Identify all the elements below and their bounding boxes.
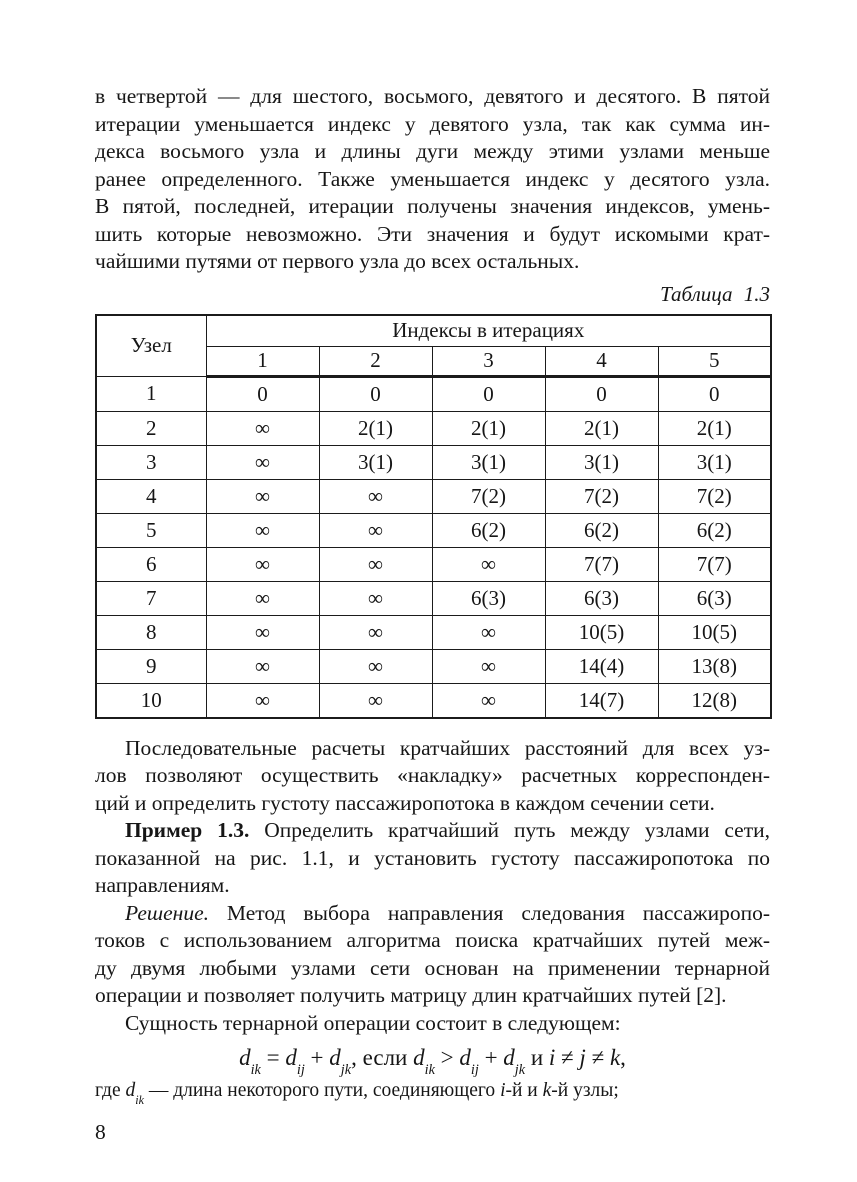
column-header-iteration: 3 [432, 346, 545, 376]
value-cell: ∞ [206, 445, 319, 479]
value-cell: 12(8) [658, 683, 771, 718]
table-row [96, 547, 771, 581]
table-row [96, 581, 771, 615]
text-line: в четвертой — для шестого, восьмого, девятого и десятого. В пятой [95, 84, 770, 108]
column-header-group: Индексы в итерациях [206, 315, 771, 347]
node-cell: 4 [96, 479, 206, 513]
value-cell: 6(3) [432, 581, 545, 615]
text-line: декса восьмого узла и длины дуги между этими узлами меньше [95, 139, 770, 163]
value-cell: 6(2) [545, 513, 658, 547]
text-span: -й и [505, 1080, 543, 1101]
value-cell: 0 [319, 376, 432, 411]
value-cell: ∞ [319, 649, 432, 683]
text-line: итерации уменьшается индекс у девятого узла, так как сумма ин- [95, 111, 770, 136]
formula-token: k [542, 1080, 552, 1101]
text-line [95, 900, 770, 928]
value-cell: ∞ [206, 411, 319, 445]
formula-subscript: jk [514, 1061, 526, 1078]
formula-token: d [285, 1045, 297, 1070]
table-header-row [96, 315, 771, 347]
value-cell: 6(2) [432, 513, 545, 547]
para-ternary-intro: Сущность тернарной операции состоит в следующем: [125, 1010, 621, 1035]
value-cell: 13(8) [658, 649, 771, 683]
para-solution [95, 900, 770, 1010]
formula-token: ≠ [555, 1045, 580, 1070]
column-header-iteration: 4 [545, 346, 658, 376]
text-line: Последовательные расчеты кратчайших расстояний для всех уз- [125, 735, 770, 760]
formula-token: i [548, 1045, 556, 1070]
table-row [96, 411, 771, 445]
value-cell: ∞ [319, 683, 432, 718]
value-cell: 7(2) [432, 479, 545, 513]
value-cell: 3(1) [432, 445, 545, 479]
table-row [96, 615, 771, 649]
node-cell: 10 [96, 683, 206, 718]
para-example-1-3 [95, 817, 770, 900]
value-cell: 10(5) [658, 615, 771, 649]
value-cell: 2(1) [319, 411, 432, 445]
table-row [96, 445, 771, 479]
value-cell: ∞ [319, 615, 432, 649]
value-cell: ∞ [206, 683, 319, 718]
node-cell: 6 [96, 547, 206, 581]
text-line: ций и определить густоту пассажиропотока в каждом сечении сети. [95, 790, 715, 815]
column-header-node: Узел [96, 315, 206, 377]
formula-token: и [525, 1045, 549, 1070]
table-row [96, 376, 771, 411]
value-cell: 2(1) [432, 411, 545, 445]
value-cell: ∞ [319, 513, 432, 547]
formula-token: d [459, 1045, 471, 1070]
value-cell: 7(7) [658, 547, 771, 581]
value-cell: 14(7) [545, 683, 658, 718]
value-cell: 7(2) [658, 479, 771, 513]
value-cell: ∞ [319, 479, 432, 513]
node-cell: 1 [96, 376, 206, 411]
value-cell: 7(2) [545, 479, 658, 513]
text-line: ранее определенного. Также уменьшается индекс у десятого узла. [95, 166, 770, 191]
text-line: лов позволяют осуществить «накладку» расчетных корреспонден- [95, 763, 770, 787]
table-row [96, 479, 771, 513]
value-cell: 0 [206, 376, 319, 411]
value-cell: ∞ [432, 683, 545, 718]
formula-token: d [413, 1045, 425, 1070]
value-cell: 6(2) [658, 513, 771, 547]
formula-token: = [260, 1045, 286, 1070]
example-label: Пример 1.3. [125, 818, 250, 842]
value-cell: 10(5) [545, 615, 658, 649]
text-line: токов с использованием алгоритма поиска кратчайших путей меж- [95, 928, 770, 952]
formula-token: , если [351, 1045, 414, 1070]
text-line [95, 817, 770, 845]
table-row [96, 683, 771, 718]
value-cell: ∞ [206, 547, 319, 581]
value-cell: 0 [545, 376, 658, 411]
text-span: Определить кратчайший путь между узлами сети, [249, 818, 770, 842]
node-cell: 3 [96, 445, 206, 479]
text-span: -й узлы; [551, 1080, 619, 1101]
value-cell: 0 [658, 376, 771, 411]
column-header-iteration: 2 [319, 346, 432, 376]
text-span: — длина некоторого пути, соединяющего [143, 1080, 501, 1101]
formula-subscript: ij [296, 1061, 305, 1078]
data-table [95, 314, 772, 719]
formula-token: d [125, 1080, 136, 1101]
formula-token: i [500, 1080, 506, 1101]
value-cell: 2(1) [658, 411, 771, 445]
text-line: направлениям. [95, 873, 230, 897]
node-cell: 2 [96, 411, 206, 445]
formula-token: j [579, 1045, 586, 1070]
column-header-iteration: 5 [658, 346, 771, 376]
table-row [96, 649, 771, 683]
value-cell: ∞ [206, 581, 319, 615]
value-cell: ∞ [432, 615, 545, 649]
para-iterations-continuation [95, 83, 770, 276]
formula-token: k [609, 1045, 621, 1070]
table-row [96, 513, 771, 547]
formula-token: , [620, 1045, 626, 1070]
formula-subscript: ij [470, 1061, 479, 1078]
text-line: ду двумя любыми узлами сети основан на применении тернарной [95, 955, 770, 980]
value-cell: ∞ [206, 649, 319, 683]
value-cell: ∞ [206, 615, 319, 649]
text-line: шить которые невозможно. Эти значения и будут искомыми крат- [95, 221, 770, 246]
node-cell: 8 [96, 615, 206, 649]
formula-token: > [434, 1045, 460, 1070]
formula-where-note [95, 1078, 770, 1107]
value-cell: 2(1) [545, 411, 658, 445]
formula-subscript: ik [424, 1061, 435, 1078]
node-cell: 7 [96, 581, 206, 615]
text-line: показанной на рис. 1.1, и установить густоту пассажиропотока по [95, 845, 770, 870]
value-cell: 3(1) [658, 445, 771, 479]
column-header-iteration: 1 [206, 346, 319, 376]
value-cell: 6(3) [545, 581, 658, 615]
value-cell: ∞ [206, 513, 319, 547]
formula-token: d [503, 1045, 515, 1070]
value-cell: ∞ [206, 479, 319, 513]
value-cell: 6(3) [658, 581, 771, 615]
para-calculations [95, 735, 770, 818]
page-number: 8 [95, 1120, 106, 1144]
node-cell: 5 [96, 513, 206, 547]
value-cell: 0 [432, 376, 545, 411]
value-cell: ∞ [432, 547, 545, 581]
value-cell: ∞ [319, 581, 432, 615]
formula-token: + [304, 1045, 330, 1070]
value-cell: ∞ [432, 649, 545, 683]
formula-ternary [95, 1040, 770, 1076]
value-cell: 3(1) [319, 445, 432, 479]
page-content [95, 0, 770, 1145]
table-caption: Таблица 1.3 [660, 281, 770, 306]
text-line: чайшими путями от первого узла до всех остальных. [95, 249, 580, 273]
formula-subscript: jk [340, 1061, 352, 1078]
text-line: В пятой, последней, итерации получены значения индексов, умень- [95, 194, 770, 218]
node-cell: 9 [96, 649, 206, 683]
value-cell: 7(7) [545, 547, 658, 581]
text-span: Метод выбора направления следования пассажиропо- [209, 900, 770, 925]
text-span: где [95, 1080, 126, 1101]
formula-token: + [478, 1045, 504, 1070]
formula-token: ≠ [585, 1045, 610, 1070]
value-cell: 3(1) [545, 445, 658, 479]
formula-subscript: ik [250, 1061, 261, 1078]
formula-token: d [329, 1045, 341, 1070]
text-line: операции и позволяет получить матрицу длин кратчайших путей [2]. [95, 983, 727, 1007]
solution-label: Решение. [125, 900, 210, 925]
formula-token: d [239, 1045, 251, 1070]
value-cell: 14(4) [545, 649, 658, 683]
value-cell: ∞ [319, 547, 432, 581]
formula-subscript: ik [135, 1092, 144, 1107]
